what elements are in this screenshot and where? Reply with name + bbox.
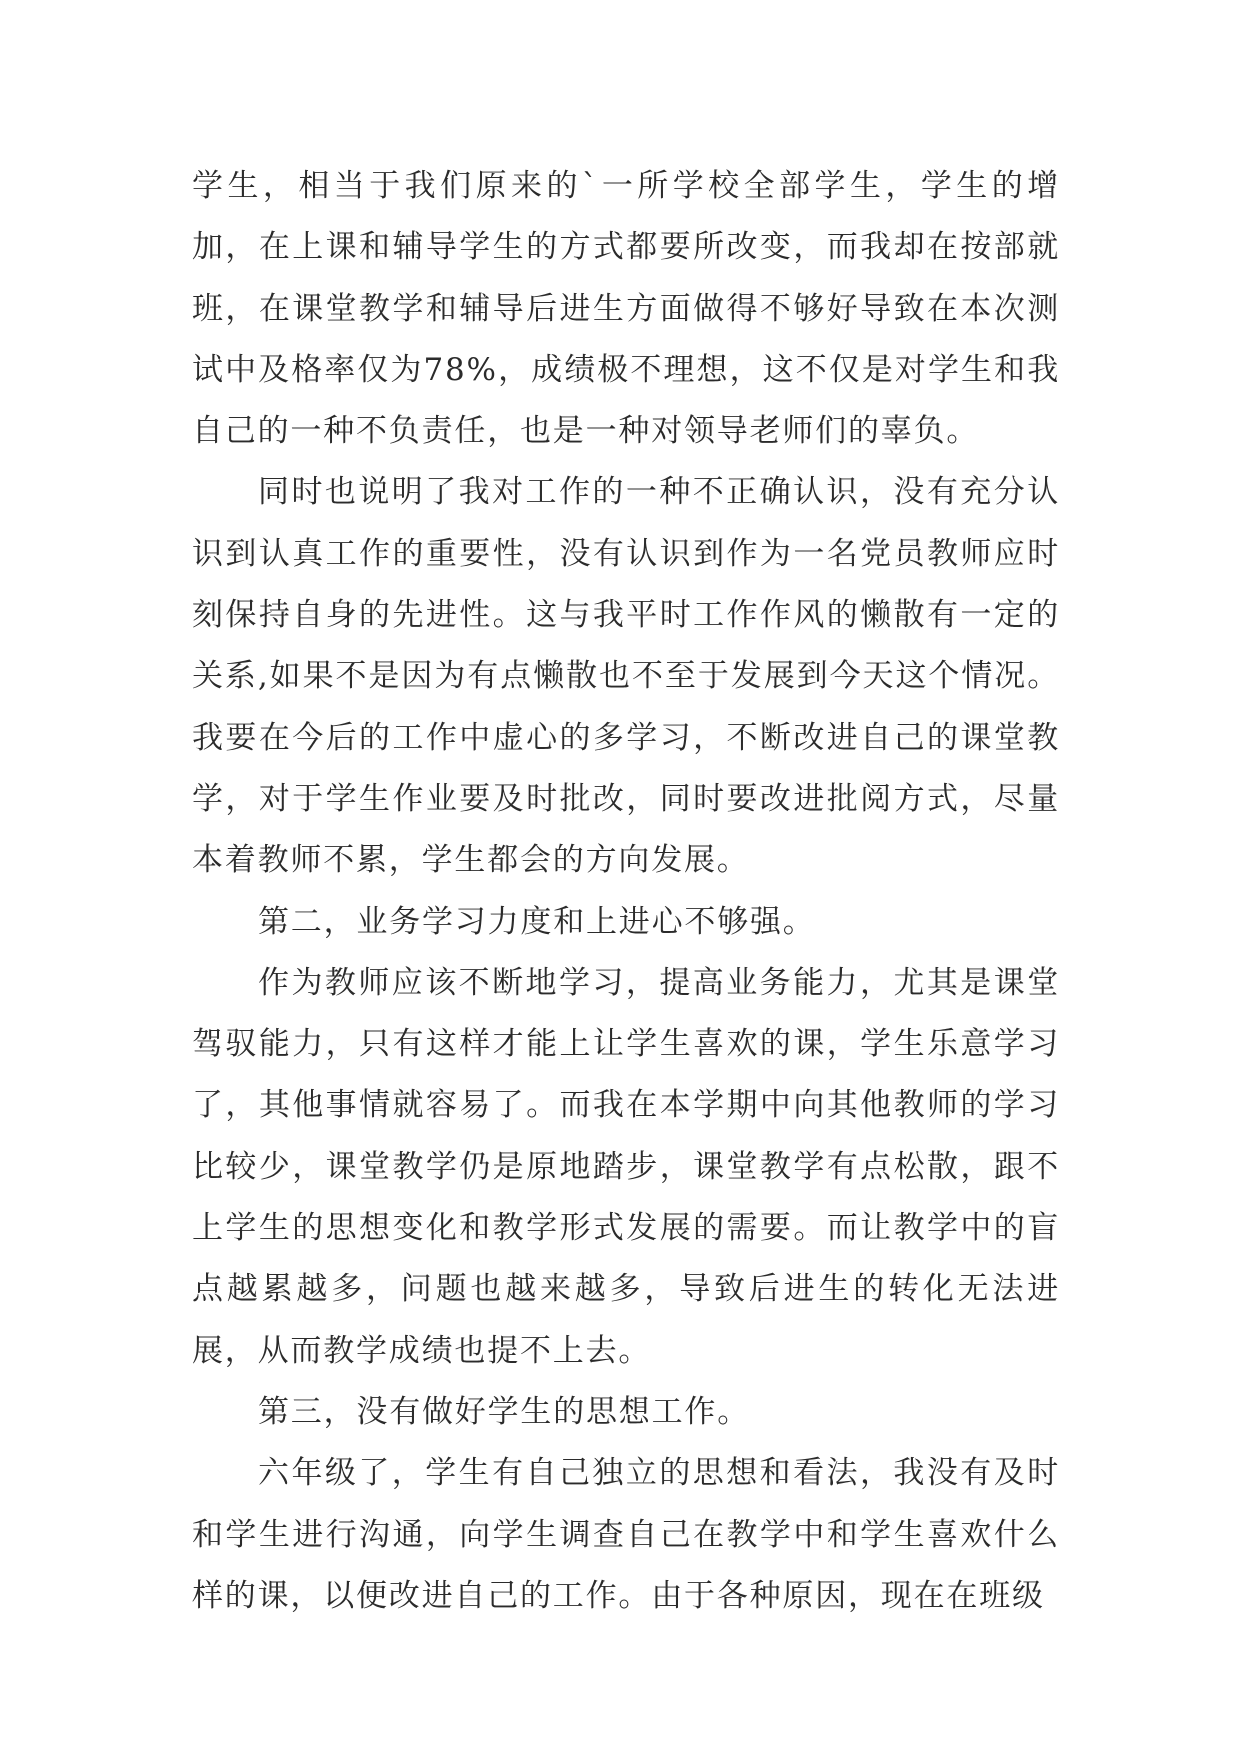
paragraph-student-communication: 六年级了，学生有自己独立的思想和看法，我没有及时和学生进行沟通，向学生调查自己在教学中和学生喜欢什么样的课，以便改进自己的工作。由于各种原因，现在在班级: [192, 1455, 1060, 1614]
document-body: [192, 156, 1060, 1627]
paragraph-continuation: 学生，相当于我们原来的`一所学校全部学生，学生的增加，在上课和辅导学生的方式都要所改变，而我却在按部就班，在课堂教学和辅导后进生方面做得不够好导致在本次测试中及格率仅为78%，成绩极不理想，这不仅是对学生和我自己的一种不负责任，也是一种对领导老师们的辜负。: [192, 168, 1060, 450]
heading-point-two: 第二，业务学习力度和上进心不够强。: [258, 903, 816, 940]
paragraph-professional-learning: 作为教师应该不断地学习，提高业务能力，尤其是课堂驾驭能力，只有这样才能上让学生喜欢的课，学生乐意学习了，其他事情就容易了。而我在本学期中向其他教师的学习比较少，课堂教学仍是原地踏步，课堂教学有点松散，跟不上学生的思想变化和教学形式发展的需要。而让教学中的盲点越累越多，问题也越来越多，导致后进生的转化无法进展，从而教学成绩也提不上去。: [192, 964, 1060, 1369]
heading-point-three: 第三，没有做好学生的思想工作。: [258, 1393, 750, 1430]
paragraph-self-reflection: 同时也说明了我对工作的一种不正确认识，没有充分认识到认真工作的重要性，没有认识到作为一名党员教师应时刻保持自身的先进性。这与我平时工作作风的懒散有一定的关系,如果不是因为有点懒散也不至于发展到今天这个情况。我要在今后的工作中虚心的多学习，不断改进自己的课堂教学，对于学生作业要及时批改，同时要改进批阅方式，尽量本着教师不累，学生都会的方向发展。: [192, 474, 1060, 879]
